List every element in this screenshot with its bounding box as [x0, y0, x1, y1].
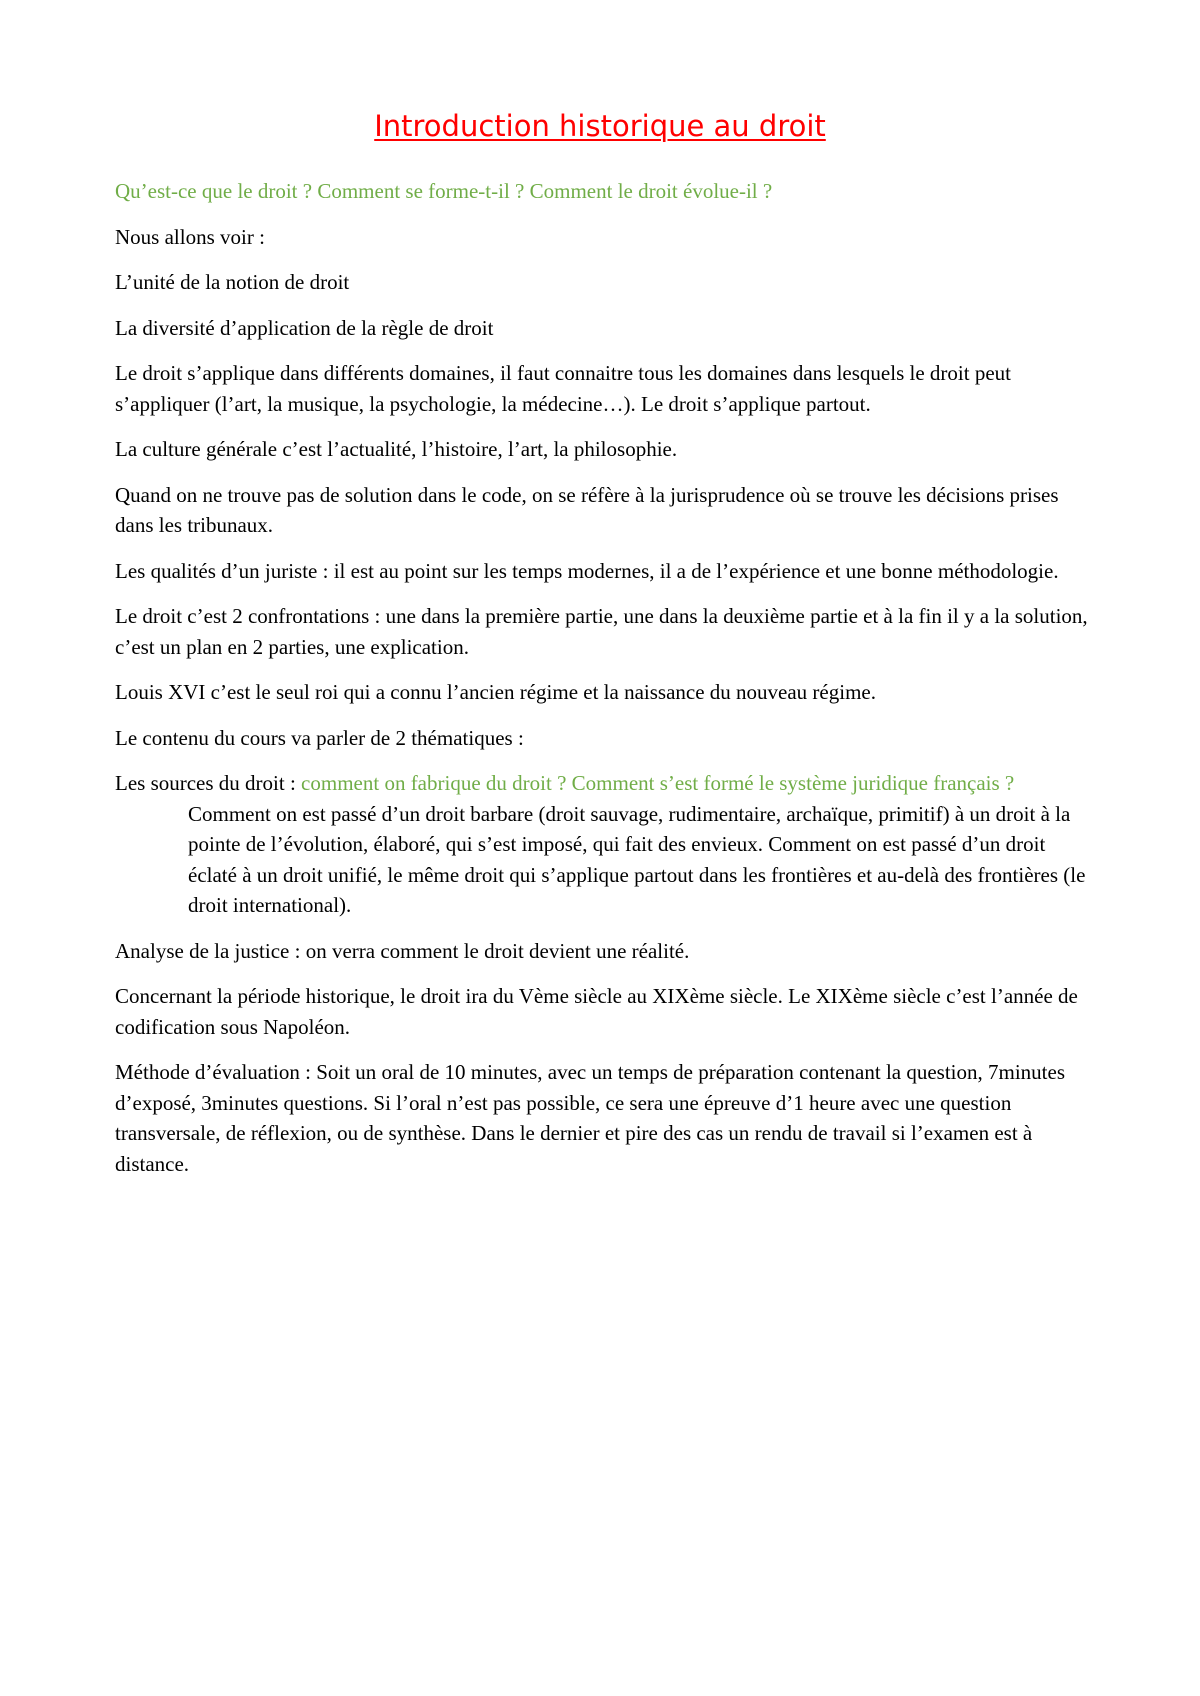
paragraph: Louis XVI c’est le seul roi qui a connu l’ancien régime et la naissance du nouveau régime.: [115, 680, 876, 704]
document-body: [115, 176, 1095, 1194]
document-title: Introduction historique au droit: [374, 109, 826, 143]
paragraph: Analyse de la justice : on verra comment le droit devient une réalité.: [115, 938, 690, 963]
paragraph: Le droit s’applique dans différents domaines, il faut connaitre tous les domaines dans lesquels le droit peut s’appliquer (l’art, la musique, la psychologie, la médecine…). Le droit s’applique partout.: [115, 361, 1011, 416]
paragraph: L’unité de la notion de droit: [115, 270, 350, 294]
sources-lead: Les sources du droit :: [115, 771, 302, 795]
paragraph: Méthode d’évaluation : Soit un oral de 10 minutes, avec un temps de préparation contenant la question, 7minutes d’exposé, 3minutes questions. Si l’oral n’est pas possible, ce sera une épreuve d’1 heure avec une question transversale, de réflexion, ou de synthèse. Dans le dernier et pire des cas un rendu de travail si l’examen est à distance.: [115, 1060, 1066, 1176]
paragraph: Nous allons voir :: [115, 224, 265, 249]
sources-green-text: comment on fabrique du droit ? Comment s’est formé le système juridique français ?: [301, 771, 1015, 795]
paragraph: Les qualités d’un juriste : il est au point sur les temps modernes, il a de l’expérience et une bonne méthodologie.: [115, 558, 1059, 583]
paragraph: La diversité d’application de la règle de droit: [115, 315, 494, 340]
paragraph: Concernant la période historique, le droit ira du Vème siècle au XIXème siècle. Le XIXème siècle c’est l’année de codification sous Napoléon.: [115, 984, 1078, 1039]
sources-paragraph: [115, 768, 1095, 921]
paragraph: Quand on ne trouve pas de solution dans le code, on se réfère à la jurisprudence où se trouve les décisions prises dans les tribunaux.: [115, 482, 1059, 537]
sources-rest: Comment on est passé d’un droit barbare (droit sauvage, rudimentaire, archaïque, primitif) à un droit à la pointe de l’évolution, élaboré, qui s’est imposé, qui fait des envieux. Comment on est passé d’un droit éclaté à un droit unifié, le même droit qui s’applique partout dans les frontières et au-delà des frontières (le droit international).: [188, 801, 1086, 917]
paragraph: Le droit c’est 2 confrontations : une dans la première partie, une dans la deuxième partie et à la fin il y a la solution, c’est un plan en 2 parties, une explication.: [115, 604, 1088, 659]
paragraph: Le contenu du cours va parler de 2 thématiques :: [115, 725, 524, 750]
subtitle-questions: Qu’est-ce que le droit ? Comment se forme-t-il ? Comment le droit évolue-il ?: [115, 179, 773, 203]
paragraph: La culture générale c’est l’actualité, l’histoire, l’art, la philosophie.: [115, 437, 678, 461]
